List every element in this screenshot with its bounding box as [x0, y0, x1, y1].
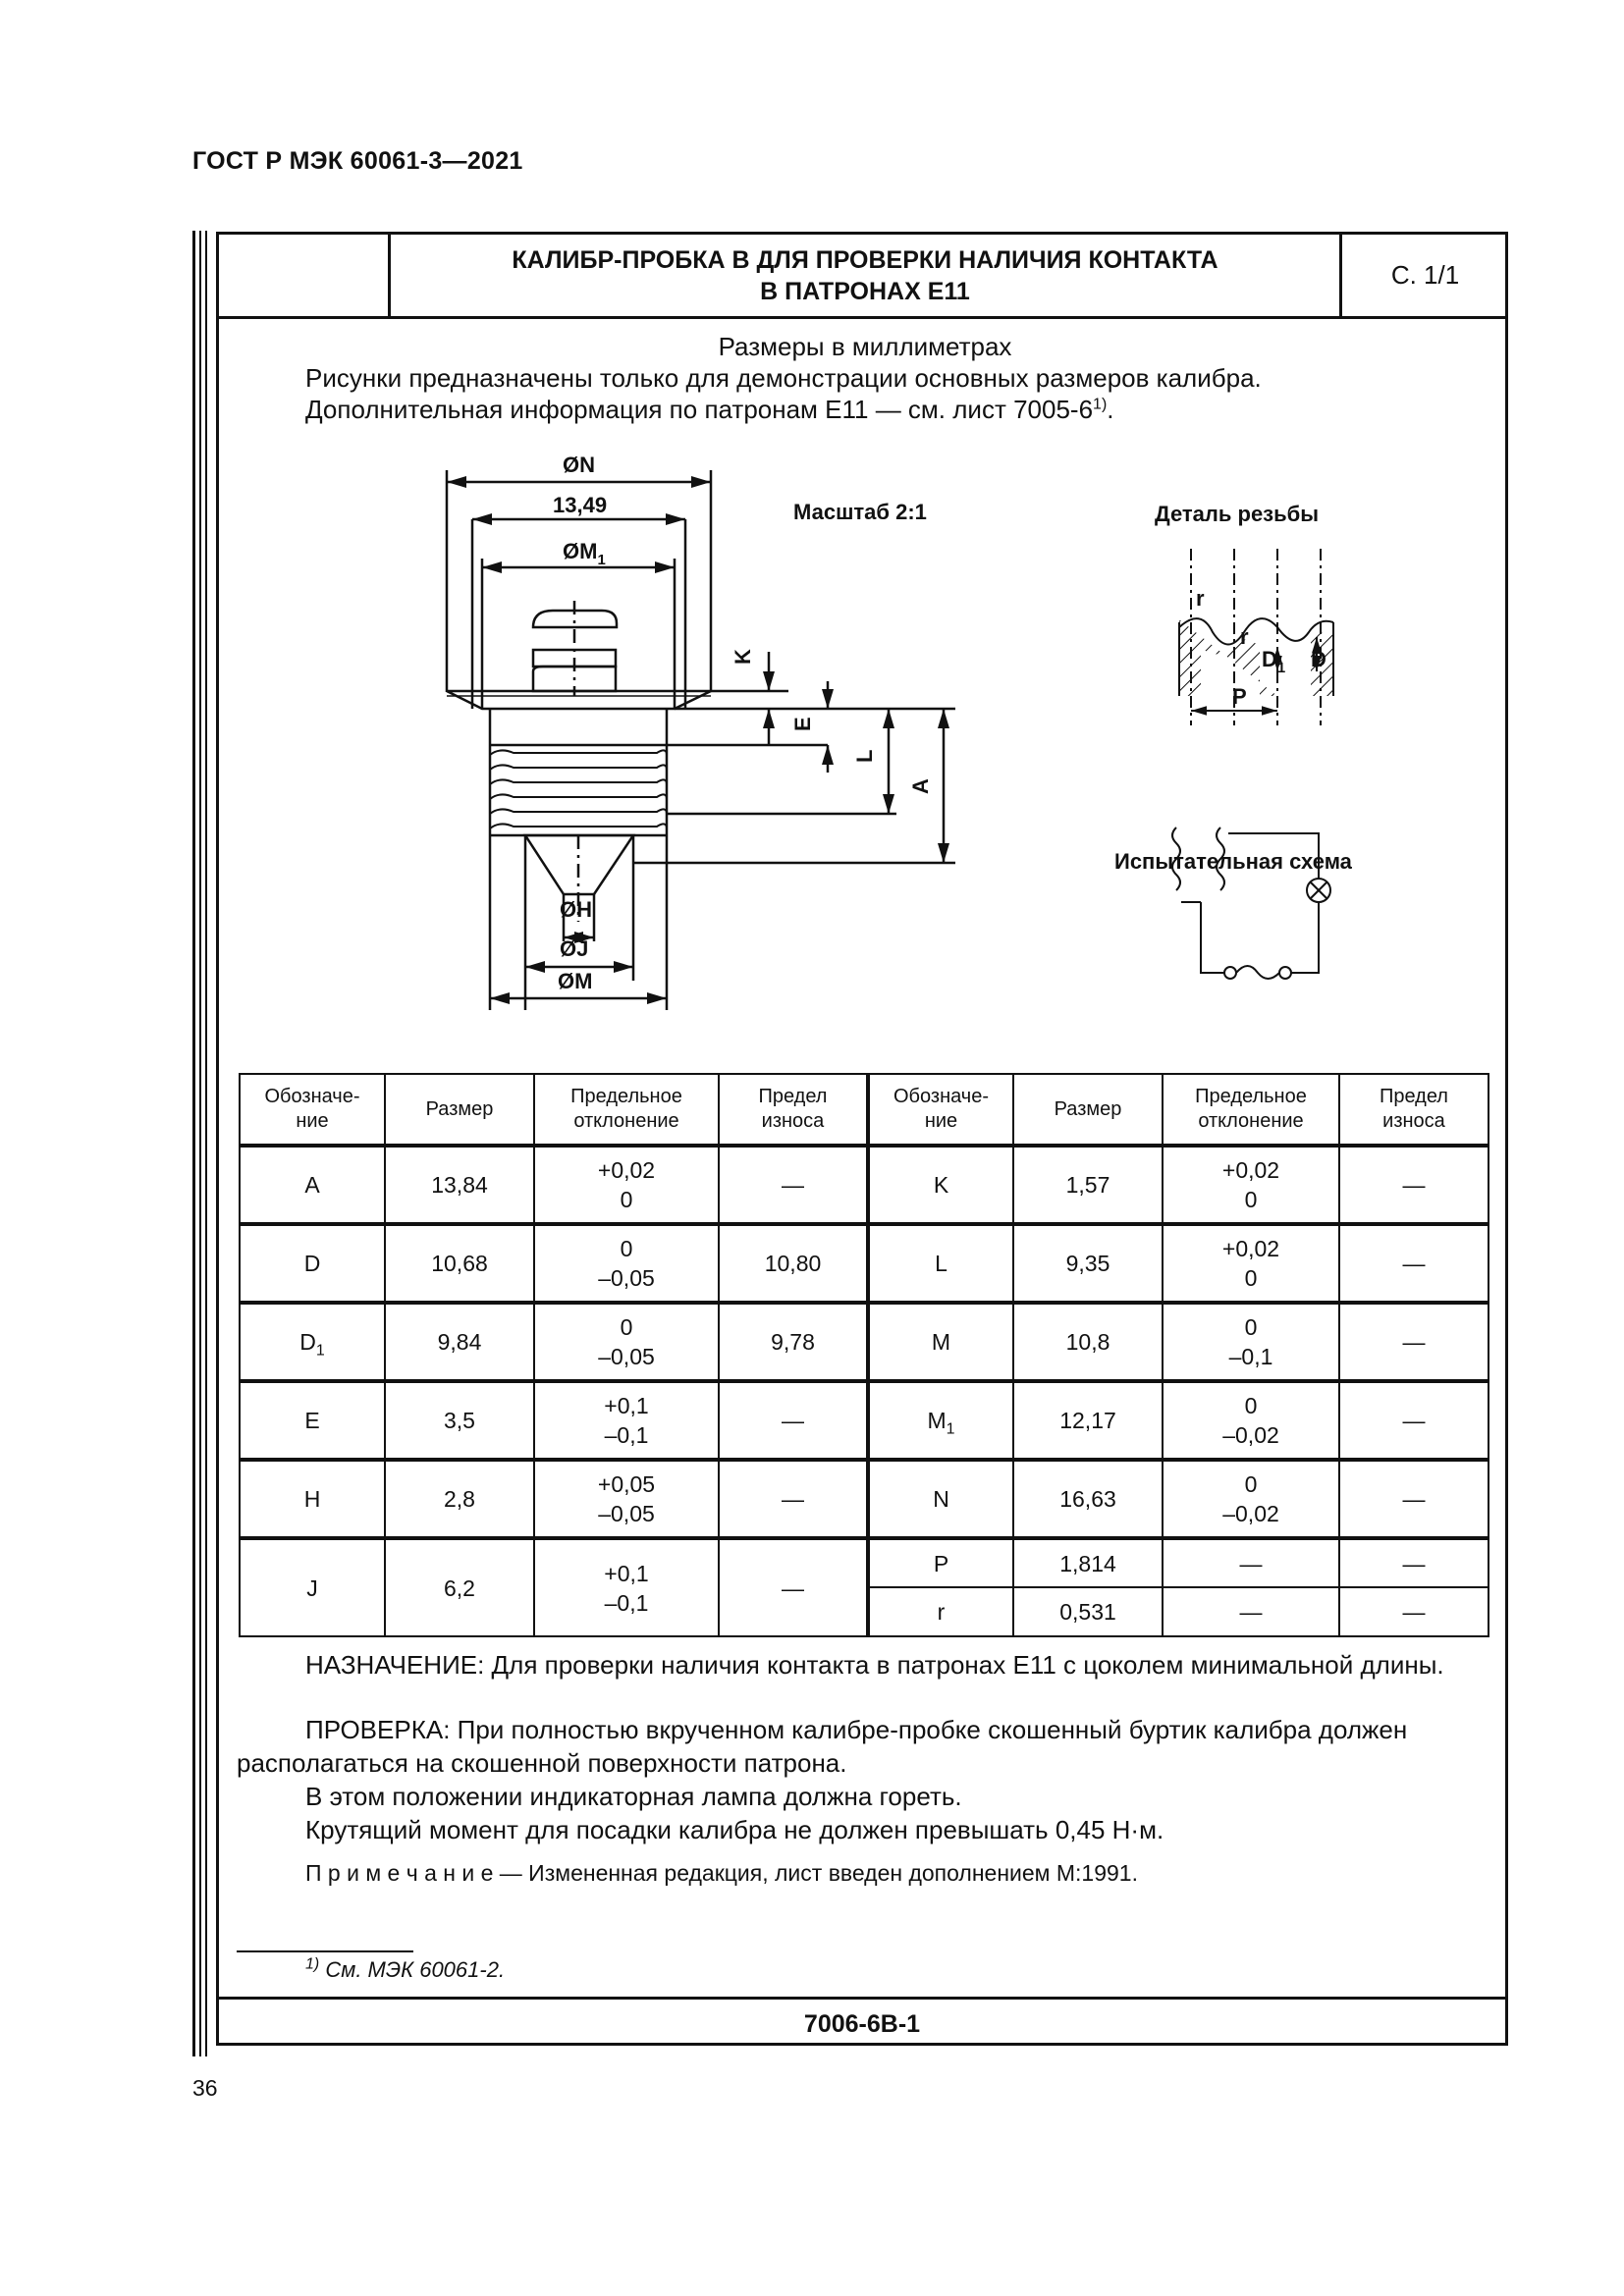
label-m1-text: ØM [563, 539, 598, 563]
footnote-mark: 1) [305, 1955, 320, 1973]
deviation-cell [1163, 1587, 1339, 1636]
footnote-ref: 1) [1093, 396, 1108, 413]
deviation-lower: –0,1 [604, 1589, 649, 1616]
check-text-1: ПРОВЕРКА: При полностью вкрученном калибре-пробке скошенный буртик калибра должен располагаться на скошенной поверхности патрона. [237, 1715, 1408, 1778]
wear-cell [719, 1538, 868, 1636]
label-r2: r [1240, 624, 1249, 649]
size-cell [1013, 1381, 1163, 1460]
footnote-rule [237, 1950, 413, 1952]
wear-cell [1339, 1303, 1489, 1381]
deviation-lower: –0,02 [1222, 1422, 1279, 1448]
symbol-text: A [304, 1172, 320, 1198]
dimensions-table [239, 1073, 1489, 1637]
footnote-text: См. МЭК 60061-2. [319, 1957, 506, 1982]
symbol-cell [868, 1538, 1013, 1587]
label-d1 [1262, 647, 1285, 676]
size-cell-text: 10,68 [431, 1251, 488, 1276]
footnote [305, 1957, 505, 1983]
sheet-frame [216, 232, 1508, 2046]
header-text: ние [924, 1110, 958, 1132]
table-header-row [240, 1074, 1489, 1146]
table-header-cell [385, 1074, 534, 1146]
symbol-text: M [927, 1408, 947, 1433]
size-cell [385, 1460, 534, 1538]
symbol-cell [868, 1224, 1013, 1303]
page-number: 36 [192, 2075, 218, 2101]
table-row [240, 1224, 1489, 1303]
body-text [237, 1648, 1493, 1890]
table-header-cell [1339, 1074, 1489, 1146]
symbol-text: D [303, 1251, 321, 1276]
size-cell [1013, 1587, 1163, 1636]
table-row [240, 1381, 1489, 1460]
symbol-text: D [299, 1329, 316, 1355]
deviation-lower: –0,02 [1222, 1501, 1279, 1526]
symbol-text: M [931, 1329, 951, 1355]
symbol-cell [240, 1381, 385, 1460]
wear-cell [719, 1303, 868, 1381]
deviation-cell [1163, 1224, 1339, 1303]
header-text: ние [296, 1110, 329, 1132]
size-cell-text: 12,17 [1059, 1408, 1116, 1433]
label-m1 [563, 539, 606, 568]
label-r1: r [1196, 586, 1205, 611]
margin-line [205, 231, 207, 2056]
deviation-cell [534, 1538, 719, 1636]
label-m1-sub: 1 [597, 552, 606, 568]
wear-cell-text: — [1402, 1550, 1426, 1576]
wear-cell-text: — [782, 1486, 804, 1512]
table-row [240, 1538, 1489, 1587]
symbol-text: N [933, 1486, 949, 1512]
wear-cell-text: — [1402, 1172, 1426, 1198]
deviation-cell [534, 1303, 719, 1381]
wear-cell [1339, 1538, 1489, 1587]
label-h: ØH [560, 897, 592, 922]
wear-cell-text: 10,80 [764, 1251, 822, 1276]
label-l: L [852, 749, 877, 763]
note-label: П р и м е ч а н и е [305, 1860, 494, 1886]
size-cell-text: 1,57 [1065, 1172, 1110, 1198]
symbol-cell [868, 1587, 1013, 1636]
symbol-cell [868, 1460, 1013, 1538]
size-cell [1013, 1303, 1163, 1381]
label-e: E [790, 717, 815, 731]
wear-cell [719, 1460, 868, 1538]
size-cell [385, 1381, 534, 1460]
symbol-cell [868, 1146, 1013, 1224]
deviation-lower: –0,05 [598, 1344, 655, 1369]
table-row [240, 1303, 1489, 1381]
wear-cell-text: — [782, 1172, 804, 1198]
wear-cell-text: — [1402, 1329, 1426, 1355]
wear-cell-text: — [782, 1575, 804, 1601]
wear-cell [719, 1224, 868, 1303]
wear-cell-text: — [1402, 1599, 1426, 1625]
header-text: Предел [758, 1086, 828, 1107]
deviation-cell [1163, 1460, 1339, 1538]
symbol-text: H [303, 1486, 321, 1512]
thread-detail-label: Деталь резьбы [1155, 502, 1320, 526]
standard-header: ГОСТ Р МЭК 60061-3—2021 [192, 147, 523, 175]
deviation-upper: — [1239, 1599, 1263, 1625]
wear-cell [1339, 1460, 1489, 1538]
deviation-upper: +0,02 [597, 1157, 656, 1183]
deviation-lower: 0 [1244, 1265, 1258, 1291]
deviation-upper: +0,05 [597, 1471, 656, 1497]
deviation-cell [1163, 1146, 1339, 1224]
label-1349: 13,49 [553, 493, 608, 517]
symbol-text: P [933, 1550, 949, 1576]
deviation-cell [1163, 1303, 1339, 1381]
label-a: A [908, 778, 933, 794]
label-n: ØN [563, 453, 595, 477]
symbol-cell [240, 1303, 385, 1381]
wear-cell-text: — [1402, 1251, 1426, 1276]
deviation-upper: 0 [620, 1236, 633, 1261]
wear-cell [719, 1146, 868, 1224]
wear-cell [719, 1381, 868, 1460]
deviation-cell [534, 1460, 719, 1538]
header-text: Предел [1380, 1086, 1448, 1107]
wear-cell [1339, 1381, 1489, 1460]
header-text: Размер [1054, 1097, 1122, 1120]
deviation-cell [534, 1146, 719, 1224]
symbol-sub: 1 [946, 1420, 955, 1438]
size-cell [1013, 1460, 1163, 1538]
size-cell-text: 3,5 [444, 1408, 475, 1433]
label-p: P [1232, 684, 1247, 709]
wear-cell-text: — [1402, 1408, 1426, 1433]
label-m: ØM [558, 969, 593, 993]
deviation-upper: +0,02 [1221, 1157, 1280, 1183]
size-cell [385, 1303, 534, 1381]
deviation-cell [1163, 1381, 1339, 1460]
table-row [240, 1460, 1489, 1538]
size-cell [385, 1146, 534, 1224]
table-header-cell [240, 1074, 385, 1146]
header-text: отклонение [1198, 1110, 1304, 1132]
table-row [240, 1146, 1489, 1224]
wear-cell-text: 9,78 [771, 1329, 815, 1355]
table-header-cell [1013, 1074, 1163, 1146]
test-circuit-label: Испытательная схема [1114, 849, 1352, 874]
header-text: Предельное [570, 1086, 682, 1107]
header-text: отклонение [573, 1110, 679, 1132]
margin-line [192, 231, 195, 2056]
deviation-cell [534, 1381, 719, 1460]
table-header-cell [719, 1074, 868, 1146]
symbol-text: K [933, 1172, 949, 1198]
size-cell-text: 0,531 [1059, 1599, 1116, 1625]
symbol-cell [240, 1538, 385, 1636]
note [237, 1856, 1493, 1890]
symbol-cell [240, 1460, 385, 1538]
symbol-text: L [935, 1251, 947, 1276]
wear-cell-text: — [1402, 1486, 1426, 1512]
sheet-page-ref: С. 1/1 [1339, 235, 1508, 316]
symbol-text: E [304, 1408, 320, 1433]
label-j: ØJ [560, 936, 589, 961]
size-cell-text: 16,63 [1059, 1486, 1116, 1512]
symbol-cell [868, 1381, 1013, 1460]
size-cell-text: 9,35 [1065, 1251, 1110, 1276]
purpose-text: НАЗНАЧЕНИЕ: Для проверки наличия контакта в патронах Е11 с цоколем минимальной длины. [305, 1650, 1444, 1680]
table-header-cell [534, 1074, 719, 1146]
deviation-lower: –0,05 [598, 1501, 655, 1526]
deviation-upper: +0,02 [1221, 1236, 1280, 1261]
size-cell-text: 2,8 [444, 1486, 475, 1512]
margin-line [199, 231, 201, 2056]
deviation-lower: –0,05 [598, 1265, 655, 1291]
header-text: Обозначе- [264, 1086, 360, 1107]
info-line-2-end: . [1107, 395, 1114, 424]
size-cell [1013, 1224, 1163, 1303]
check-text-3: Крутящий момент для посадки калибра не должен превышать 0,45 Н·м. [305, 1815, 1164, 1844]
label-d: D [1311, 647, 1326, 671]
label-d1-sub: 1 [1276, 660, 1286, 676]
gauge-drawing [219, 235, 1505, 1049]
wear-cell-text: — [782, 1408, 804, 1433]
table-header-cell [1163, 1074, 1339, 1146]
deviation-lower: 0 [620, 1187, 633, 1212]
title-line-2: В ПАТРОНАХ Е11 [760, 277, 970, 305]
deviation-upper: 0 [1244, 1314, 1258, 1340]
size-cell [1013, 1538, 1163, 1587]
header-text: Предельное [1195, 1086, 1307, 1107]
size-cell-text: 10,8 [1065, 1329, 1110, 1355]
deviation-lower: –0,1 [1228, 1344, 1273, 1369]
wear-cell [1339, 1146, 1489, 1224]
deviation-upper: +0,1 [604, 1393, 649, 1418]
header-text: износа [761, 1110, 825, 1132]
table-header-cell [868, 1074, 1013, 1146]
deviation-upper: 0 [1244, 1471, 1258, 1497]
size-cell-text: 6,2 [444, 1575, 475, 1601]
check-text-2: В этом положении индикаторная лампа должна гореть. [305, 1782, 962, 1811]
deviation-upper: +0,1 [604, 1560, 649, 1586]
deviation-cell [534, 1224, 719, 1303]
size-cell-text: 9,84 [437, 1329, 482, 1355]
sheet-number: 7006-6В-1 [219, 1997, 1505, 2049]
symbol-cell [240, 1146, 385, 1224]
label-k: K [731, 649, 755, 665]
wear-cell [1339, 1587, 1489, 1636]
header-text: Размер [425, 1097, 494, 1120]
deviation-upper: — [1239, 1550, 1263, 1576]
info-line-1: Рисунки предназначены только для демонстрации основных размеров калибра. [305, 363, 1262, 393]
size-cell-text: 13,84 [431, 1172, 488, 1198]
header-text: износа [1382, 1110, 1445, 1132]
symbol-cell [240, 1224, 385, 1303]
size-cell [385, 1224, 534, 1303]
title-line-1: КАЛИБР-ПРОБКА В ДЛЯ ПРОВЕРКИ НАЛИЧИЯ КОНТАКТА [512, 245, 1218, 274]
size-cell [1013, 1146, 1163, 1224]
deviation-cell [1163, 1538, 1339, 1587]
header-text: Обозначе- [893, 1086, 989, 1107]
symbol-sub: 1 [315, 1342, 325, 1360]
symbol-text: r [937, 1599, 946, 1625]
label-d1-text: D [1262, 647, 1277, 671]
units-note: Размеры в миллиметрах [718, 332, 1012, 361]
info-line-2-text: Дополнительная информация по патронам Е11 — см. лист 7005-6 [305, 395, 1094, 424]
symbol-text: J [306, 1575, 318, 1601]
deviation-lower: –0,1 [604, 1422, 649, 1448]
deviation-upper: 0 [1244, 1393, 1258, 1418]
deviation-lower: 0 [1244, 1187, 1258, 1212]
size-cell-text: 1,814 [1059, 1550, 1116, 1576]
deviation-upper: 0 [620, 1314, 633, 1340]
wear-cell [1339, 1224, 1489, 1303]
note-text: — Измененная редакция, лист введен дополнением М:1991. [493, 1860, 1138, 1886]
symbol-cell [868, 1303, 1013, 1381]
size-cell [385, 1538, 534, 1636]
scale-label: Масштаб 2:1 [793, 500, 927, 524]
